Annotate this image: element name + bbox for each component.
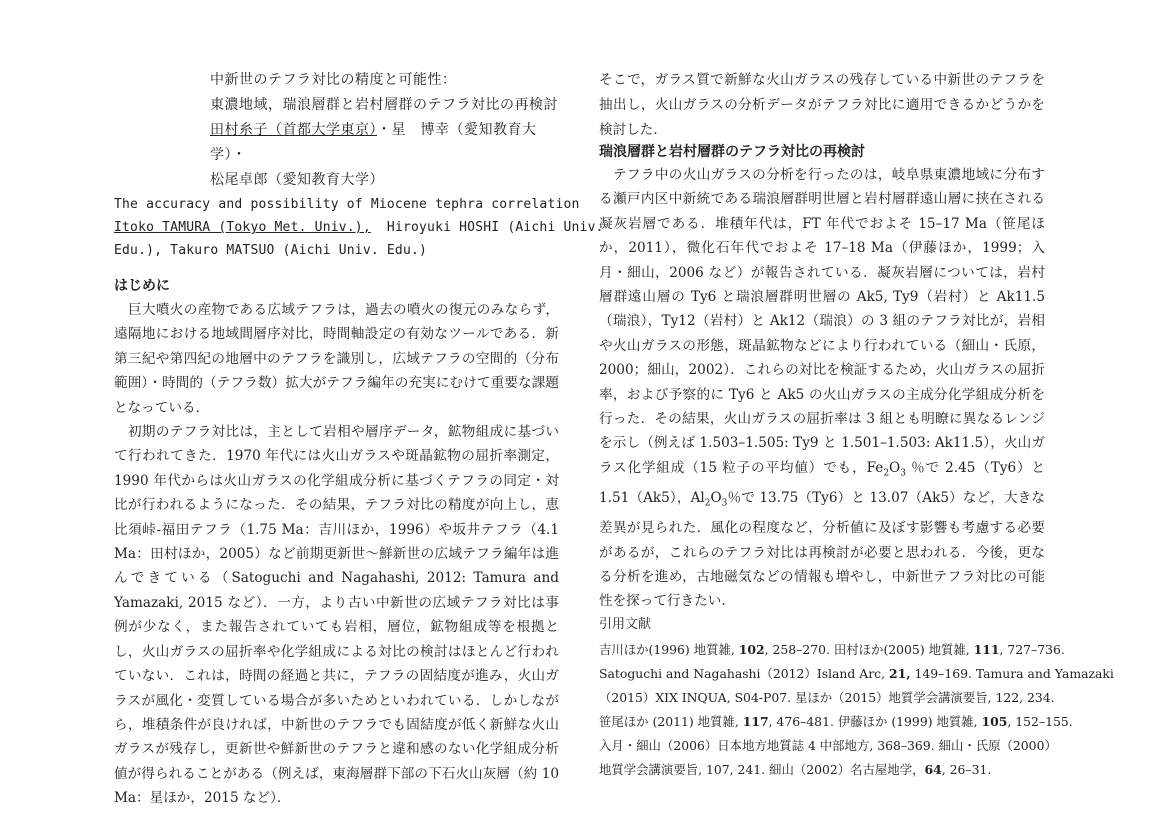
intro-paragraph-2: 初期のテフラ対比は，主として岩相や層序データ，鉱物組成に基づいて行われてきた．1970 年代には火山ガラスや斑晶鉱物の屈折率測定，1990 年代からは火山ガラスの化学組成分析に基づくテフラの同定・対比が行われるようになった．その結果，テフラ対比の精度が向上し，恵比須峠-福田テフラ（1.75 Ma：吉川ほか，1996）や坂井テフラ（4.1 Ma：田村ほか，2005）など前期更新世〜鮮新世の広域テフラ編年は進んできている（Satoguchi and Nagahashi, 2012: Tamura and Yamazaki, 2015 など）．一方，より古い中新世の広域テフラ対比は事例が少なく，また報告されていても岩相，層位，鉱物組成等を根拠とし，火山ガラスの屈折率や化学組成による対比の検討はほとんど行われていない．これは，時間の経過と共に，テフラの固結度が進み，火山ガラスが風化・変質している場合が多いためといわれている．しかしながら，堆積条件が良ければ，中新世のテフラでも固結度が低く新鮮な火山ガラスが残存し，更新世や鮮新世のテフラと違和感のない化学組成分析値が得られることがある（例えば，東海層群下部の下石火山灰層（約 10 Ma：星ほか，2015 など）．: [114, 424, 559, 807]
author-matsuo: 松尾卓郎（愛知教育大学）: [210, 172, 384, 188]
title-line-1: 中新世のテフラ対比の精度と可能性：: [210, 72, 457, 88]
author-hoshi: ・星 博幸（愛知教育大学）・: [210, 122, 537, 163]
right-column: [599, 68, 1114, 782]
reference-line: 入月・細山（2006）日本地方地質誌 4 中部地方, 368–369. 細山・氏原（2000）: [599, 737, 1057, 753]
reexamination-text-2: ％で 2.45（Ty6）と 1.51（Ak5），Al: [599, 459, 1045, 506]
author-tamura: 田村糸子（首都大学東京）: [210, 122, 377, 138]
reexamination-paragraph: [599, 163, 1045, 614]
left-column: [114, 68, 604, 811]
english-authors: [114, 216, 604, 239]
english-author-hoshi: Hiroyuki HOSHI (Aichi Univ.: [370, 220, 604, 235]
english-title: The accuracy and possibility of Miocene tephra correlation: [114, 197, 580, 212]
reexamination-text-1: テフラ中の火山ガラスの分析を行ったのは，岐阜県東濃地域に分布する瀬戸内区中新統である瑞浪層群明世層と岩村層群遠山層に挟在される凝灰岩層である．堆積年代は，FT 年代でおよそ 15–17 Ma（笹尾ほか，2011），微化石年代でおよそ 17–18 Ma（伊藤ほか，1999；入月・細山，2006 など）が報告されている．凝灰岩層については，岩村層群遠山層の Ty6 と瑞浪層群明世層の Ak5, Ty9（岩村）と Ak11.5（瑞浪），Ty12（岩村）と Ak12（瑞浪）の 3 組のテフラ対比が，岩相や火山ガラスの形態，斑晶鉱物などにより行われている（細山・氏原，2000；細山，2002）．これらの対比を検証するため，火山ガラスの屈折率，および予察的に Ty6 と Ak5 の火山ガラスの主成分化学組成分析を行った．その結果，火山ガラスの屈折率は 3 組とも明瞭に異なるレンジを示し（例えば 1.503–1.505: Ty9 と 1.501–1.503: Ak11.5），火山ガラス化学組成（15 粒子の平均値）でも，Fe: [599, 167, 1045, 476]
reference-line: Satoguchi and Nagahashi（2012）Island Arc, 21, 149–169. Tamura and Yamazaki: [599, 665, 1114, 681]
fe-oxygen: O: [889, 459, 901, 476]
english-authors-line3: Edu.), Takuro MATSUO (Aichi Univ. Edu.): [114, 243, 428, 258]
fe-subscript-3: 3: [900, 468, 906, 479]
intro-paragraph-1: 巨大噴火の産物である広域テフラは，過去の噴火の復元のみならず，遠隔地における地域間層序対比，時間軸設定の有効なツールである．新第三紀や第四紀の地層中のテフラを識別し，広域テフラの空間的（分布範囲）・時間的（テフラ数）拡大がテフラ編年の充実にむけて重要な課題となっている．: [114, 302, 559, 416]
reexamination-heading: 瑞浪層群と岩村層群のテフラ対比の再検討: [599, 144, 865, 160]
english-author-tamura: Itoko TAMURA (Tokyo Met. Univ.),: [114, 220, 371, 235]
author-line: [210, 118, 559, 168]
references-heading: 引用文献: [599, 616, 652, 632]
reference-line: 吉川ほか(1996) 地質雑, 102, 258–270. 田村ほか(2005) 地質雑, 111, 727–736.: [599, 641, 1065, 657]
al-subscript-2: 2: [704, 498, 711, 509]
intro-heading: はじめに: [114, 278, 170, 294]
fe-subscript-2: 2: [883, 468, 890, 479]
reference-line: 笹尾ほか (2011) 地質雑, 117, 476–481. 伊藤ほか (1999) 地質雑, 105, 152–155.: [599, 713, 1073, 729]
al-oxygen: O: [710, 490, 722, 506]
reexamination-text-3: ％で 13.75（Ty6）と 13.07（Ak5）など，大きな差異が見られた．風化の程度など，分析値に及ぼす影響も考慮する必要があるが，これらのテフラ対比は再検討が必要と思われる．今後，更なる分析を進め，古地磁気などの情報も増やし，中新世テフラ対比の可能性を探って行きたい．: [599, 490, 1045, 610]
title-line-2: 東濃地域，瑞浪層群と岩村層群のテフラ対比の再検討: [210, 97, 558, 113]
reference-line: （2015）XIX INQUA, S04-P07. 星ほか（2015）地質学会講演要旨, 122, 234.: [599, 689, 1055, 705]
reference-line: 地質学会講演要旨, 107, 241. 細山（2002）名古屋地学，64, 26–31.: [599, 761, 992, 777]
references-list: [599, 638, 1114, 782]
japanese-title-block: [210, 68, 559, 193]
purpose-paragraph: そこで，ガラス質で新鮮な火山ガラスの残存している中新世のテフラを抽出し，火山ガラスの分析データがテフラ対比に適用できるかどうかを検討した．: [599, 72, 1045, 138]
al-subscript-3: 3: [721, 498, 728, 509]
english-title-block: [114, 193, 604, 262]
